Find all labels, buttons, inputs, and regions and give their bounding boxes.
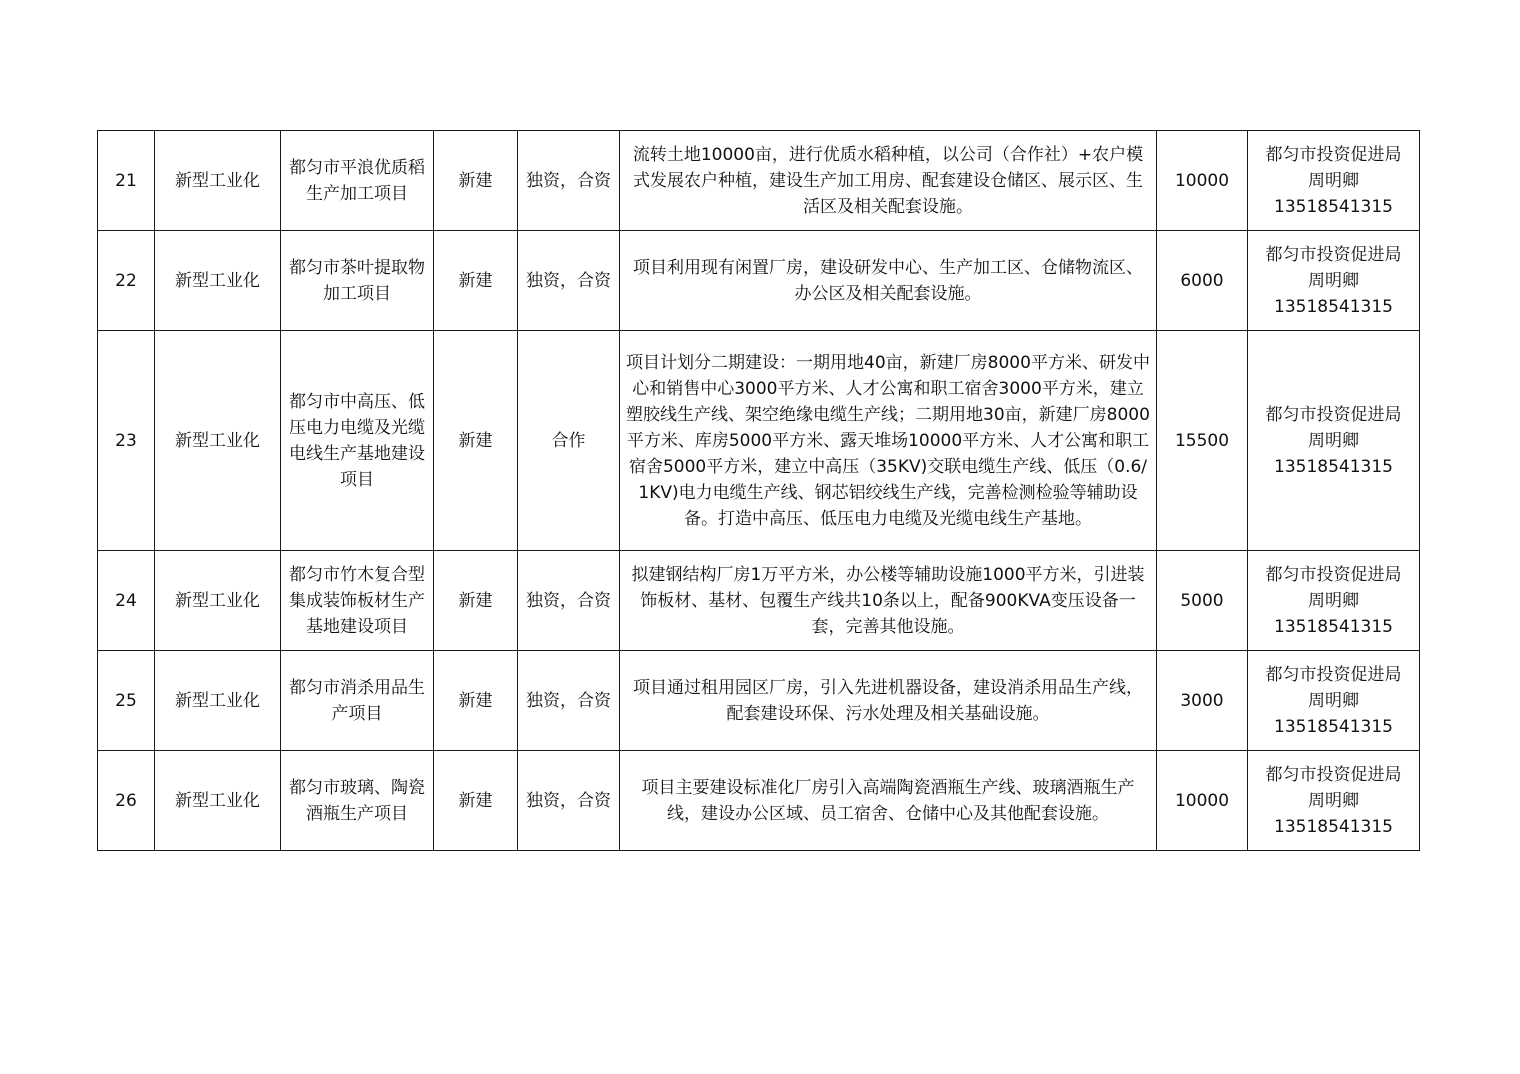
project-name-cell: 都匀市消杀用品生产项目 [281, 651, 434, 751]
contact-phone: 13518541315 [1274, 616, 1393, 637]
project-name-cell: 都匀市玻璃、陶瓷酒瓶生产项目 [281, 751, 434, 851]
contact-name: 周明卿 [1308, 170, 1359, 191]
investment-cell: 15500 [1157, 331, 1248, 551]
table-row [98, 131, 1420, 231]
table-row [98, 551, 1420, 651]
contact-cell [1248, 231, 1420, 331]
project-content-cell: 项目利用现有闲置厂房，建设研发中心、生产加工区、仓储物流区、办公区及相关配套设施。 [620, 231, 1157, 331]
project-name-cell: 都匀市竹木复合型集成装饰板材生产基地建设项目 [281, 551, 434, 651]
row-number: 26 [98, 751, 155, 851]
project-table-page [97, 130, 1419, 851]
row-number: 23 [98, 331, 155, 551]
table-row [98, 331, 1420, 551]
project-name-cell: 都匀市中高压、低压电力电缆及光缆电线生产基地建设项目 [281, 331, 434, 551]
industry-cell: 新型工业化 [155, 651, 281, 751]
row-number: 24 [98, 551, 155, 651]
contact-org: 都匀市投资促进局 [1265, 404, 1402, 425]
contact-phone: 13518541315 [1274, 456, 1393, 477]
project-name-cell: 都匀市平浪优质稻生产加工项目 [281, 131, 434, 231]
project-content-cell: 项目主要建设标准化厂房引入高端陶瓷酒瓶生产线、玻璃酒瓶生产线，建设办公区域、员工宿舍、仓储中心及其他配套设施。 [620, 751, 1157, 851]
build-type-cell: 新建 [434, 231, 518, 331]
contact-org: 都匀市投资促进局 [1265, 144, 1402, 165]
contact-phone: 13518541315 [1274, 716, 1393, 737]
cooperation-mode-cell: 独资，合资 [518, 551, 620, 651]
contact-name: 周明卿 [1308, 690, 1359, 711]
cooperation-mode-cell: 独资，合资 [518, 131, 620, 231]
cooperation-mode-cell: 独资，合资 [518, 231, 620, 331]
contact-phone: 13518541315 [1274, 296, 1393, 317]
project-content-cell: 流转土地10000亩，进行优质水稻种植，以公司（合作社）+农户模式发展农户种植，建设生产加工用房、配套建设仓储区、展示区、生活区及相关配套设施。 [620, 131, 1157, 231]
contact-org: 都匀市投资促进局 [1265, 764, 1402, 785]
contact-name: 周明卿 [1308, 430, 1359, 451]
contact-cell [1248, 331, 1420, 551]
investment-cell: 5000 [1157, 551, 1248, 651]
table-row [98, 231, 1420, 331]
project-content-cell: 拟建钢结构厂房1万平方米，办公楼等辅助设施1000平方米，引进装饰板材、基材、包覆生产线共10条以上，配备900KVA变压设备一套，完善其他设施。 [620, 551, 1157, 651]
row-number: 22 [98, 231, 155, 331]
contact-org: 都匀市投资促进局 [1265, 244, 1402, 265]
build-type-cell: 新建 [434, 331, 518, 551]
project-table [97, 130, 1420, 851]
build-type-cell: 新建 [434, 131, 518, 231]
project-content-cell: 项目通过租用园区厂房，引入先进机器设备，建设消杀用品生产线，配套建设环保、污水处理及相关基础设施。 [620, 651, 1157, 751]
industry-cell: 新型工业化 [155, 551, 281, 651]
build-type-cell: 新建 [434, 551, 518, 651]
contact-cell [1248, 751, 1420, 851]
investment-cell: 10000 [1157, 751, 1248, 851]
build-type-cell: 新建 [434, 751, 518, 851]
cooperation-mode-cell: 独资，合资 [518, 651, 620, 751]
project-content-cell: 项目计划分二期建设：一期用地40亩，新建厂房8000平方米、研发中心和销售中心3000平方米、人才公寓和职工宿舍3000平方米，建立塑胶线生产线、架空绝缘电缆生产线；二期用地30亩，新建厂房8000平方米、库房5000平方米、露天堆场10000平方米、人才公寓和职工宿舍5000平方米，建立中高压（35KV)交联电缆生产线、低压（0.6/1KV)电力电缆生产线、钢芯铝绞线生产线，完善检测检验等辅助设备。打造中高压、低压电力电缆及光缆电线生产基地。 [620, 331, 1157, 551]
contact-name: 周明卿 [1308, 790, 1359, 811]
row-number: 25 [98, 651, 155, 751]
row-number: 21 [98, 131, 155, 231]
contact-name: 周明卿 [1308, 270, 1359, 291]
contact-org: 都匀市投资促进局 [1265, 564, 1402, 585]
build-type-cell: 新建 [434, 651, 518, 751]
contact-org: 都匀市投资促进局 [1265, 664, 1402, 685]
industry-cell: 新型工业化 [155, 751, 281, 851]
contact-cell [1248, 131, 1420, 231]
cooperation-mode-cell: 独资，合资 [518, 751, 620, 851]
cooperation-mode-cell: 合作 [518, 331, 620, 551]
contact-name: 周明卿 [1308, 590, 1359, 611]
table-row [98, 651, 1420, 751]
industry-cell: 新型工业化 [155, 231, 281, 331]
investment-cell: 3000 [1157, 651, 1248, 751]
contact-phone: 13518541315 [1274, 816, 1393, 837]
contact-cell [1248, 651, 1420, 751]
investment-cell: 6000 [1157, 231, 1248, 331]
contact-phone: 13518541315 [1274, 196, 1393, 217]
industry-cell: 新型工业化 [155, 131, 281, 231]
industry-cell: 新型工业化 [155, 331, 281, 551]
investment-cell: 10000 [1157, 131, 1248, 231]
contact-cell [1248, 551, 1420, 651]
table-row [98, 751, 1420, 851]
project-name-cell: 都匀市茶叶提取物加工项目 [281, 231, 434, 331]
